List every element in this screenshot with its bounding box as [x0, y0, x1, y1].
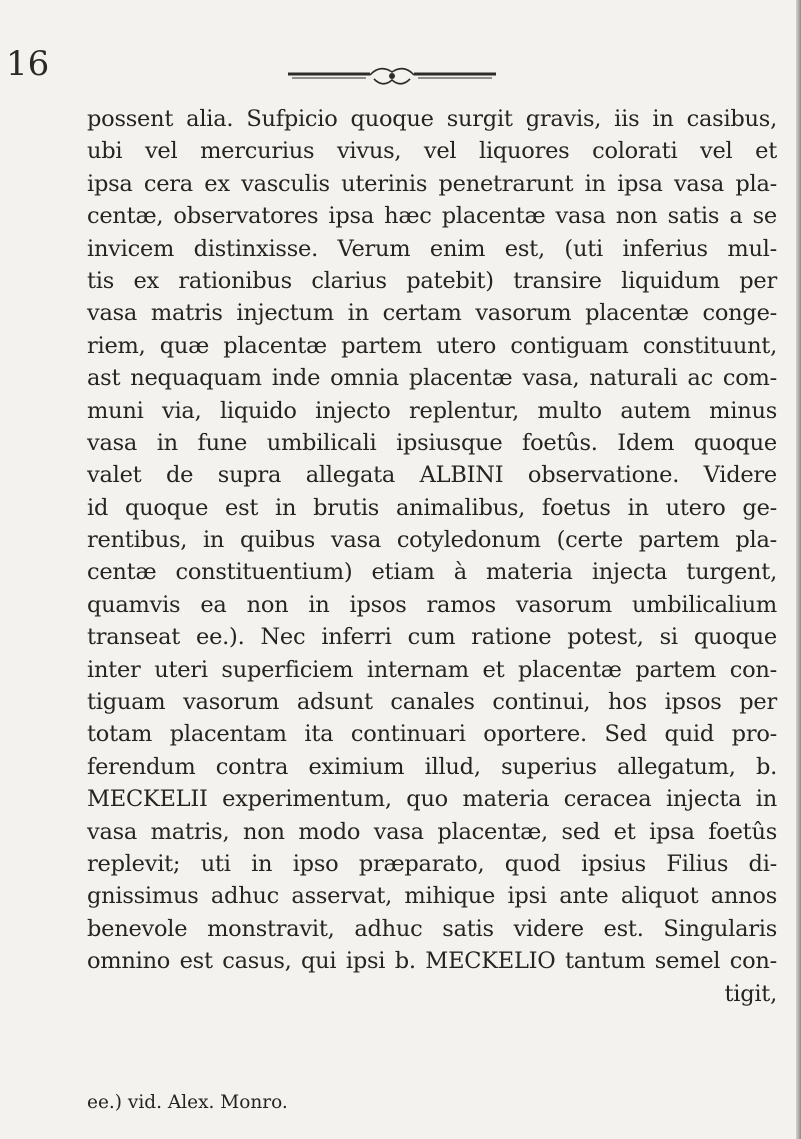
text-line: rentibus, in quibus vasa cotyledonum (certe partem pla-: [87, 527, 777, 554]
text-line: totam placentam ita continuari oportere. Sed quid pro-: [87, 721, 777, 748]
text-line: riem, quæ placentæ partem utero contiguam constituunt,: [87, 332, 777, 359]
text-line: vasa matris, non modo vasa placentæ, sed et ipsa foetûs: [87, 818, 777, 845]
text-line: valet de supra allegata ALBINI observatione. Videre: [87, 462, 777, 489]
text-line: muni via, liquido injecto replentur, multo autem minus: [87, 397, 777, 424]
text-line: centæ constituentium) etiam à materia injecta turgent,: [87, 559, 777, 586]
text-line: tiguam vasorum adsunt canales continui, hos ipsos per: [87, 689, 777, 716]
text-line: id quoque est in brutis animalibus, foetus in utero ge-: [87, 494, 777, 521]
page-number: 16: [6, 44, 50, 84]
text-line: omnino est casus, qui ipsi b. MECKELIO tantum semel con-: [87, 948, 777, 975]
text-line: MECKELII experimentum, quo materia ceracea injecta in: [87, 786, 777, 813]
footnote: ee.) vid. Alex. Monro.: [87, 1092, 288, 1113]
text-line: possent alia. Sufpicio quoque surgit gravis, iis in casibus,: [87, 106, 777, 132]
ornament-divider: [282, 64, 502, 90]
text-line: vasa in fune umbilicali ipsiusque foetûs. Idem quoque: [87, 429, 777, 456]
text-line: ipsa cera ex vasculis uterinis penetrarunt in ipsa vasa pla-: [87, 170, 777, 197]
text-line: invicem distinxisse. Verum enim est, (uti inferius mul-: [87, 235, 777, 262]
text-line: ferendum contra eximium illud, superius allegatum, b.: [87, 753, 777, 780]
text-line: quamvis ea non in ipsos ramos vasorum umbilicalium: [87, 591, 777, 618]
body-text: [87, 103, 777, 1010]
text-line: ast nequaquam inde omnia placentæ vasa, naturali ac com-: [87, 365, 777, 392]
text-line: vasa matris injectum in certam vasorum placentæ conge-: [87, 300, 777, 327]
text-line: transeat ee.). Nec inferri cum ratione potest, si quoque: [87, 624, 777, 651]
text-line: tigit,: [724, 980, 777, 1007]
text-line: inter uteri superficiem internam et placentæ partem con-: [87, 656, 777, 683]
text-line: ubi vel mercurius vivus, vel liquores colorati vel et: [87, 138, 777, 165]
text-line: gnissimus adhuc asservat, mihique ipsi ante aliquot annos: [87, 883, 777, 910]
text-line: tis ex rationibus clarius patebit) transire liquidum per: [87, 267, 777, 294]
text-line: replevit; uti in ipso præparato, quod ipsius Filius di-: [87, 850, 777, 877]
page-edge-shadow: [796, 0, 801, 1139]
text-line: benevole monstravit, adhuc satis videre est. Singularis: [87, 915, 777, 942]
text-line: centæ, observatores ipsa hæc placentæ vasa non satis a se: [87, 203, 777, 230]
